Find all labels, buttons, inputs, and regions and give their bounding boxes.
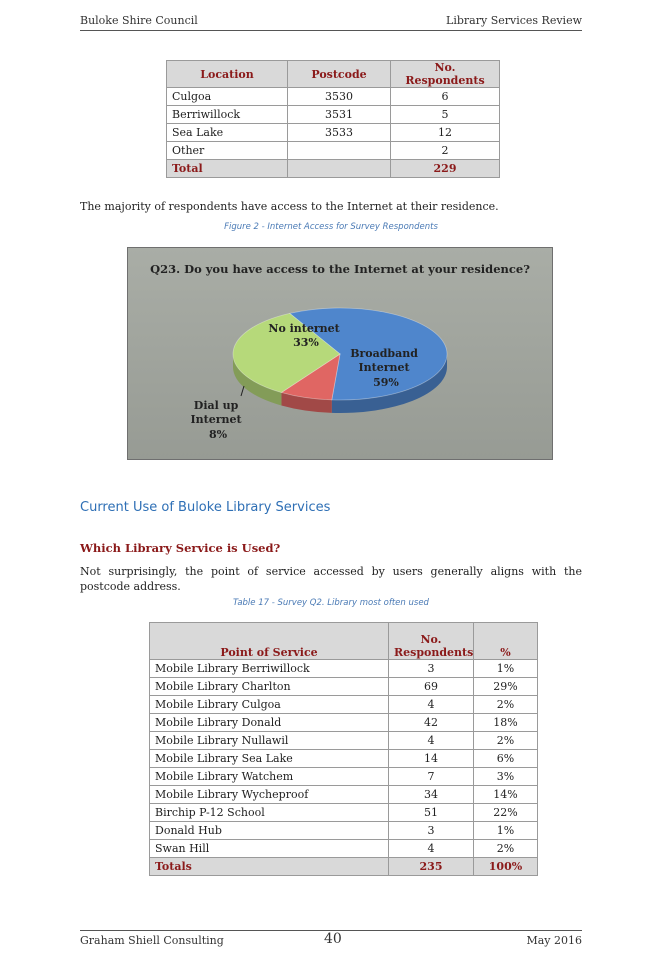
cell-percent: 18% [474, 714, 538, 732]
footer-date: May 2016 [526, 934, 582, 947]
cell-respondents: 3 [389, 660, 474, 678]
service-table-body [150, 660, 538, 876]
location-table [166, 60, 500, 178]
location-table-header [167, 61, 500, 88]
table-total-row [167, 160, 500, 178]
cell-service: Mobile Library Sea Lake [150, 750, 389, 768]
page-footer [80, 930, 582, 951]
table-row [150, 804, 538, 822]
label-broadband-line1: Broadband [350, 347, 418, 360]
cell-percent: 3% [474, 768, 538, 786]
cell-percent: 1% [474, 822, 538, 840]
cell-respondents: 14 [389, 750, 474, 768]
cell-respondents: 69 [389, 678, 474, 696]
cell-respondents: 4 [389, 732, 474, 750]
table-row [150, 822, 538, 840]
body-paragraph: Not surprisingly, the point of service accessed by users generally aligns with the postcode address. [80, 565, 582, 593]
cell-postcode: 3533 [288, 124, 391, 142]
table-row [150, 678, 538, 696]
cell-respondents: 4 [389, 696, 474, 714]
cell-respondents: 51 [389, 804, 474, 822]
header-org: Buloke Shire Council [80, 14, 198, 27]
cell-service: Swan Hill [150, 840, 389, 858]
cell-service: Mobile Library Culgoa [150, 696, 389, 714]
table-row [150, 696, 538, 714]
cell-service: Mobile Library Watchem [150, 768, 389, 786]
cell-postcode: 3531 [288, 106, 391, 124]
cell-service: Mobile Library Wycheproof [150, 786, 389, 804]
table-total-row [150, 858, 538, 876]
cell-percent: 6% [474, 750, 538, 768]
label-broadband-pct: 59% [373, 376, 399, 389]
label-broadband-line2: Internet [358, 361, 410, 374]
cell-respondents: 34 [389, 786, 474, 804]
cell-service: Mobile Library Berriwillock [150, 660, 389, 678]
cell-service: Donald Hub [150, 822, 389, 840]
page-number: 40 [324, 931, 342, 947]
chart-title: Q23. Do you have access to the Internet at your residence? [150, 262, 530, 276]
cell-respondents: 3 [389, 822, 474, 840]
table-row [150, 660, 538, 678]
cell-respondents: 5 [391, 106, 500, 124]
totals-respondents: 235 [389, 858, 474, 876]
col-postcode: Postcode [288, 61, 391, 88]
col-respondents: No. Respondents [391, 61, 500, 88]
cell-respondents: 4 [389, 840, 474, 858]
section-title: Current Use of Buloke Library Services [80, 500, 331, 515]
cell-percent: 2% [474, 840, 538, 858]
cell-location: Other [167, 142, 288, 160]
service-table-header [150, 623, 538, 660]
cell-percent: 1% [474, 660, 538, 678]
col-percent: % [474, 623, 538, 660]
cell-postcode: 3530 [288, 88, 391, 106]
table-row [150, 732, 538, 750]
cell-location: Sea Lake [167, 124, 288, 142]
label-dialup-line1: Dial up [193, 399, 239, 412]
table-row [167, 88, 500, 106]
table-row [150, 768, 538, 786]
cell-respondents: 2 [391, 142, 500, 160]
cell-percent: 29% [474, 678, 538, 696]
table-row [150, 750, 538, 768]
label-nointernet-pct: 33% [293, 336, 319, 349]
col-location: Location [167, 61, 288, 88]
table-row [167, 106, 500, 124]
table-caption: Table 17 - Survey Q2. Library most often used [233, 598, 429, 608]
cell-service: Birchip P-12 School [150, 804, 389, 822]
cell-location: Culgoa [167, 88, 288, 106]
cell-service: Mobile Library Donald [150, 714, 389, 732]
total-respondents: 229 [391, 160, 500, 178]
cell-respondents: 12 [391, 124, 500, 142]
cell-postcode [288, 142, 391, 160]
table-row [167, 124, 500, 142]
pie-chart [128, 248, 552, 459]
cell-percent: 22% [474, 804, 538, 822]
footer-author: Graham Shiell Consulting [80, 934, 224, 947]
cell-location: Berriwillock [167, 106, 288, 124]
header-report-title: Library Services Review [446, 14, 582, 27]
figure-caption: Figure 2 - Internet Access for Survey Respondents [224, 222, 438, 232]
total-label: Total [167, 160, 288, 178]
cell-percent: 2% [474, 732, 538, 750]
cell-percent: 14% [474, 786, 538, 804]
cell-percent: 2% [474, 696, 538, 714]
cell-respondents: 42 [389, 714, 474, 732]
totals-percent: 100% [474, 858, 538, 876]
table-row [150, 840, 538, 858]
col-point-of-service: Point of Service [150, 623, 389, 660]
totals-label: Totals [150, 858, 389, 876]
col-no-respondents-label: No. Respondents [394, 633, 474, 659]
page-header [80, 14, 582, 31]
total-postcode [288, 160, 391, 178]
label-nointernet-line1: No internet [268, 322, 340, 335]
table-row [150, 714, 538, 732]
pie-chart-panel [127, 247, 553, 460]
cell-service: Mobile Library Charlton [150, 678, 389, 696]
cell-service: Mobile Library Nullawil [150, 732, 389, 750]
intro-paragraph: The majority of respondents have access to the Internet at their residence. [80, 200, 499, 213]
cell-respondents: 6 [391, 88, 500, 106]
subheading: Which Library Service is Used? [80, 541, 281, 555]
col-no-respondents [389, 623, 474, 660]
table-row [167, 142, 500, 160]
table-row [150, 786, 538, 804]
service-table [149, 622, 538, 876]
label-dialup-line2: Internet [190, 413, 242, 426]
label-dialup-pct: 8% [208, 428, 228, 441]
cell-respondents: 7 [389, 768, 474, 786]
